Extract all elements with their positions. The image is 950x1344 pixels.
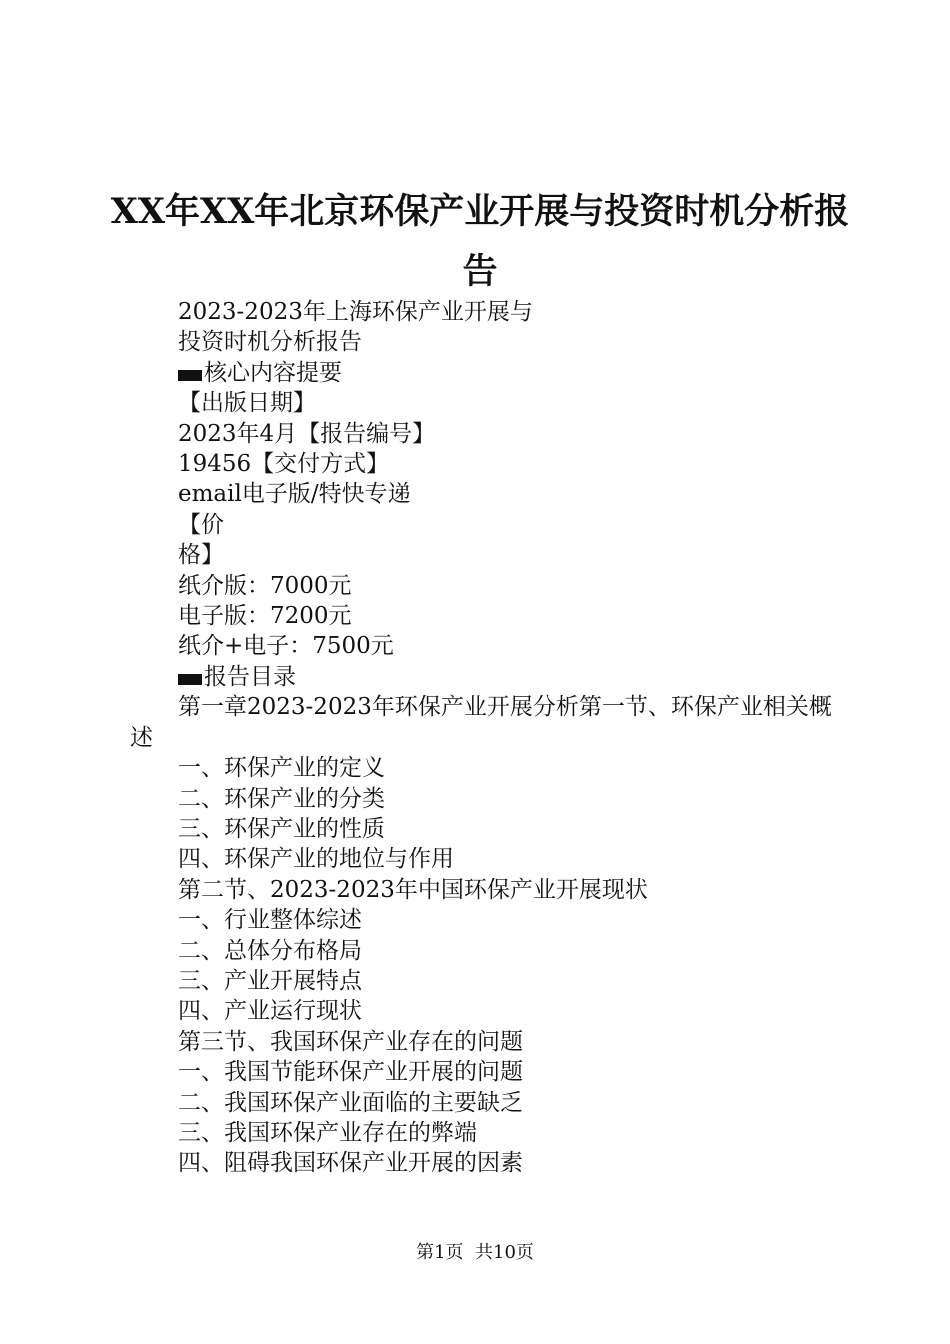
section-heading-summary	[130, 358, 840, 388]
section-heading-label: 核心内容提要	[204, 359, 342, 386]
toc-chapter-line: 第一章2023-2023年环保产业开展分析第一节、环保产业相关概述	[130, 694, 832, 751]
body-line: 19456【交付方式】	[178, 451, 390, 478]
toc-item: 三、环保产业的性质	[178, 815, 385, 842]
toc-item: 一、环保产业的定义	[178, 755, 385, 782]
body-line: 【出版日期】	[178, 390, 316, 417]
section-heading-toc	[130, 662, 840, 692]
toc-item: 四、环保产业的地位与作用	[178, 846, 454, 873]
toc-item: 四、产业运行现状	[178, 998, 362, 1025]
section-heading-label: 报告目录	[204, 663, 296, 690]
toc-item: 四、阻碍我国环保产业开展的因素	[178, 1150, 523, 1177]
price-line: 纸介版：7000元	[178, 572, 352, 599]
toc-item: 二、环保产业的分类	[178, 785, 385, 812]
black-block-icon	[178, 674, 202, 685]
toc-item: 三、我国环保产业存在的弊端	[178, 1119, 477, 1146]
black-block-icon	[178, 370, 202, 381]
body-line: 投资时机分析报告	[178, 329, 362, 356]
page-footer	[0, 1241, 950, 1265]
toc-item: 二、我国环保产业面临的主要缺乏	[178, 1089, 523, 1116]
body-line: 2023-2023年上海环保产业开展与	[178, 299, 533, 325]
toc-item: 二、总体分布格局	[178, 937, 362, 964]
price-line: 纸介+电子：7500元	[178, 633, 394, 660]
body-line: 2023年4月【报告编号】	[178, 420, 436, 447]
toc-section-line: 第三节、我国环保产业存在的问题	[178, 1028, 523, 1055]
toc-item: 三、产业开展特点	[178, 967, 362, 994]
body-line: 【价	[178, 511, 224, 538]
toc-section-line: 第二节、2023-2023年中国环保产业开展现状	[178, 876, 648, 903]
price-line: 电子版：7200元	[178, 603, 352, 630]
document-title: XX年XX年北京环保产业开展与投资时机分析报告	[110, 191, 850, 292]
document-body	[130, 297, 840, 1179]
body-line: 格】	[178, 542, 224, 569]
toc-item: 一、我国节能环保产业开展的问题	[178, 1059, 523, 1086]
toc-item: 一、行业整体综述	[178, 907, 362, 934]
body-line: email电子版/特快专递	[178, 481, 411, 508]
page-number-label: 第1页 共10页	[416, 1242, 534, 1263]
